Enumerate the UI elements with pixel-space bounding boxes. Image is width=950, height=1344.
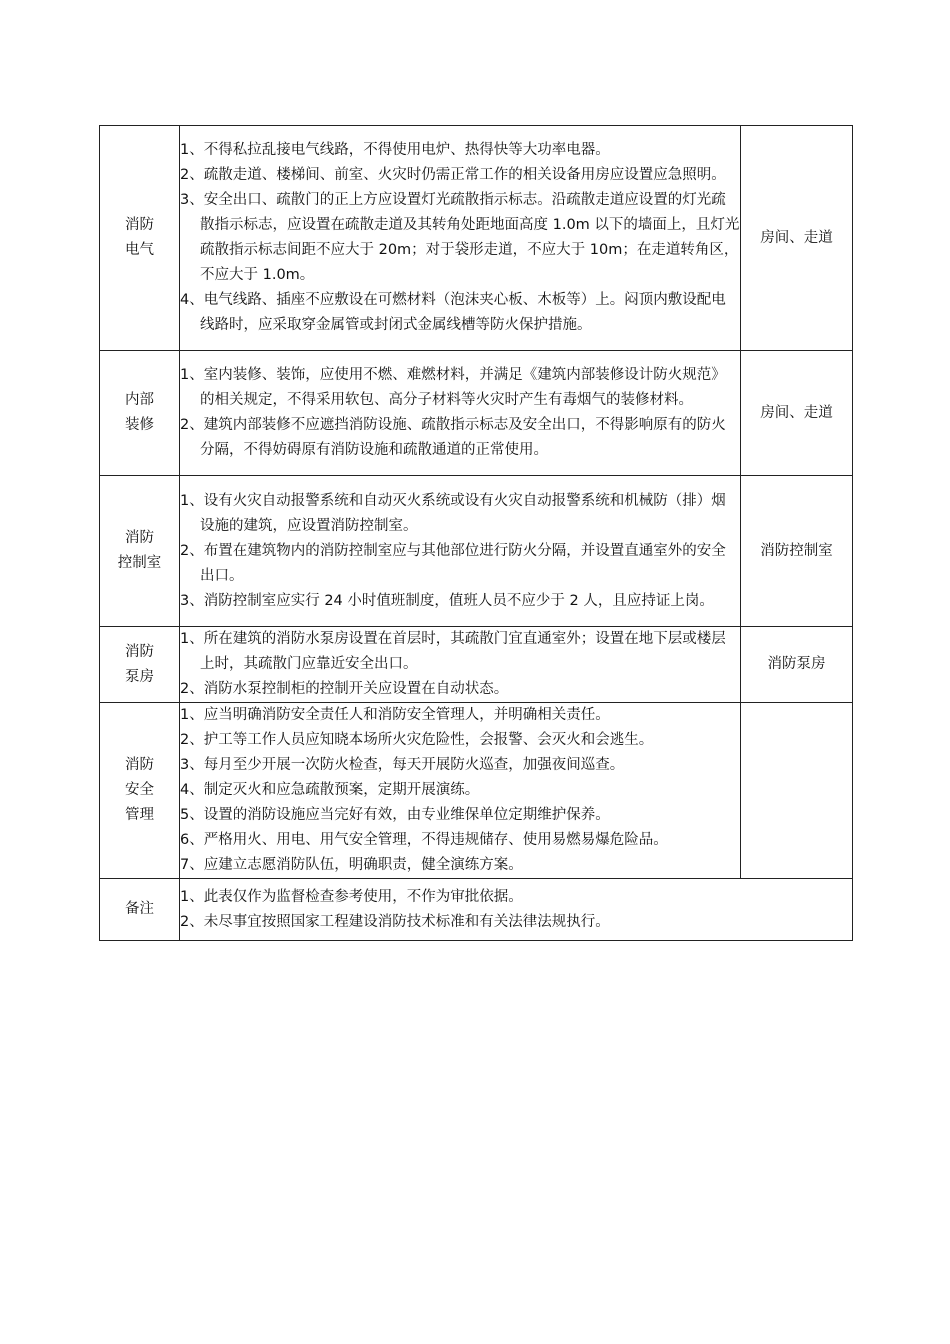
category-line: 消防	[125, 530, 154, 546]
category-cell	[100, 351, 180, 476]
category-line: 消防	[125, 643, 154, 660]
requirement-item: 4、制定灭火和应急疏散预案，定期开展演练。	[180, 782, 480, 798]
requirement-item: 1、设有火灾自动报警系统和自动灭火系统或设有火灾自动报警系统和机械防（排）烟设施的建筑，应设置消防控制室。	[180, 492, 726, 534]
requirement-item: 1、室内装修、装饰，应使用不燃、难燃材料，并满足《建筑内部装修设计防火规范》的相关规定，不得采用软包、高分子材料等火灾时产生有毒烟气的装修材料。	[180, 367, 726, 408]
requirement-item: 6、严格用火、用电、用气安全管理，不得违规储存、使用易燃易爆危险品。	[180, 832, 668, 848]
category-line: 安全	[125, 782, 154, 798]
category-cell	[100, 627, 180, 703]
requirement-item: 4、电气线路、插座不应敷设在可燃材料（泡沫夹心板、木板等）上。闷顶内敷设配电线路时，应采取穿金属管或封闭式金属线槽等防火保护措施。	[180, 292, 726, 333]
requirement-item: 1、所在建筑的消防水泵房设置在首层时，其疏散门宜直通室外；设置在地下层或楼层上时，其疏散门应靠近安全出口。	[180, 631, 726, 672]
requirements-cell	[180, 703, 741, 879]
remarks-cell	[180, 879, 853, 941]
category-line: 消防	[125, 217, 154, 233]
fire-safety-inspection-table	[99, 125, 853, 941]
requirement-item: 2、布置在建筑物内的消防控制室应与其他部位进行防火分隔，并设置直通室外的安全出口。	[180, 542, 726, 584]
category-cell	[100, 126, 180, 351]
requirement-item: 3、每月至少开展一次防火检查，每天开展防火巡查，加强夜间巡查。	[180, 757, 625, 773]
requirements-cell	[180, 126, 741, 351]
requirement-item: 1、不得私拉乱接电气线路，不得使用电炉、热得快等大功率电器。	[180, 142, 610, 158]
table-row	[100, 627, 853, 703]
category-cell	[100, 476, 180, 627]
category-line: 电气	[125, 242, 154, 258]
remark-item: 2、未尽事宜按照国家工程建设消防技术标准和有关法律法规执行。	[180, 913, 610, 930]
category-cell	[100, 703, 180, 879]
requirement-item: 2、疏散走道、楼梯间、前室、火灾时仍需正常工作的相关设备用房应设置应急照明。	[180, 167, 726, 183]
location-cell: 房间、走道	[741, 126, 853, 351]
requirements-cell	[180, 627, 741, 703]
remarks-label: 备注	[100, 879, 180, 941]
requirement-item: 2、护工等工作人员应知晓本场所火灾危险性，会报警、会灭火和会逃生。	[180, 732, 654, 748]
location-cell: 房间、走道	[741, 351, 853, 476]
category-line: 内部	[125, 392, 154, 408]
requirement-item: 3、消防控制室应实行 24 小时值班制度，值班人员不应少于 2 人，且应持证上岗。	[180, 592, 714, 609]
requirement-item: 2、建筑内部装修不应遮挡消防设施、疏散指示标志及安全出口，不得影响原有的防火分隔，不得妨碍原有消防设施和疏散通道的正常使用。	[180, 417, 726, 458]
category-line: 控制室	[117, 555, 162, 571]
category-line: 消防	[125, 757, 154, 773]
category-line: 装修	[125, 417, 154, 433]
remarks-row	[100, 879, 853, 941]
table-row	[100, 476, 853, 627]
requirements-cell	[180, 476, 741, 627]
location-cell: 消防泵房	[741, 627, 853, 703]
category-line: 管理	[125, 807, 154, 823]
remark-item: 1、此表仅作为监督检查参考使用，不作为审批依据。	[180, 888, 523, 905]
category-line: 泵房	[125, 668, 154, 685]
requirement-item: 2、消防水泵控制柜的控制开关应设置在自动状态。	[180, 681, 509, 697]
location-cell: 消防控制室	[741, 476, 853, 627]
table-row	[100, 351, 853, 476]
requirement-item: 1、应当明确消防安全责任人和消防安全管理人，并明确相关责任。	[180, 707, 610, 723]
requirement-item: 5、设置的消防设施应当完好有效，由专业维保单位定期维护保养。	[180, 807, 610, 823]
requirement-item: 3、安全出口、疏散门的正上方应设置灯光疏散指示标志。沿疏散走道应设置的灯光疏散指示标志，应设置在疏散走道及其转角处距地面高度 1.0m 以下的墙面上，且灯光疏散指示标志间距不应大于 20m；对于袋形走道，不应大于 10m；在走道转角区，不应大于 1.0m。	[180, 192, 740, 283]
location-cell	[741, 703, 853, 879]
table-row	[100, 126, 853, 351]
requirements-cell	[180, 351, 741, 476]
requirement-item: 7、应建立志愿消防队伍，明确职责，健全演练方案。	[180, 857, 523, 873]
table-row	[100, 703, 853, 879]
